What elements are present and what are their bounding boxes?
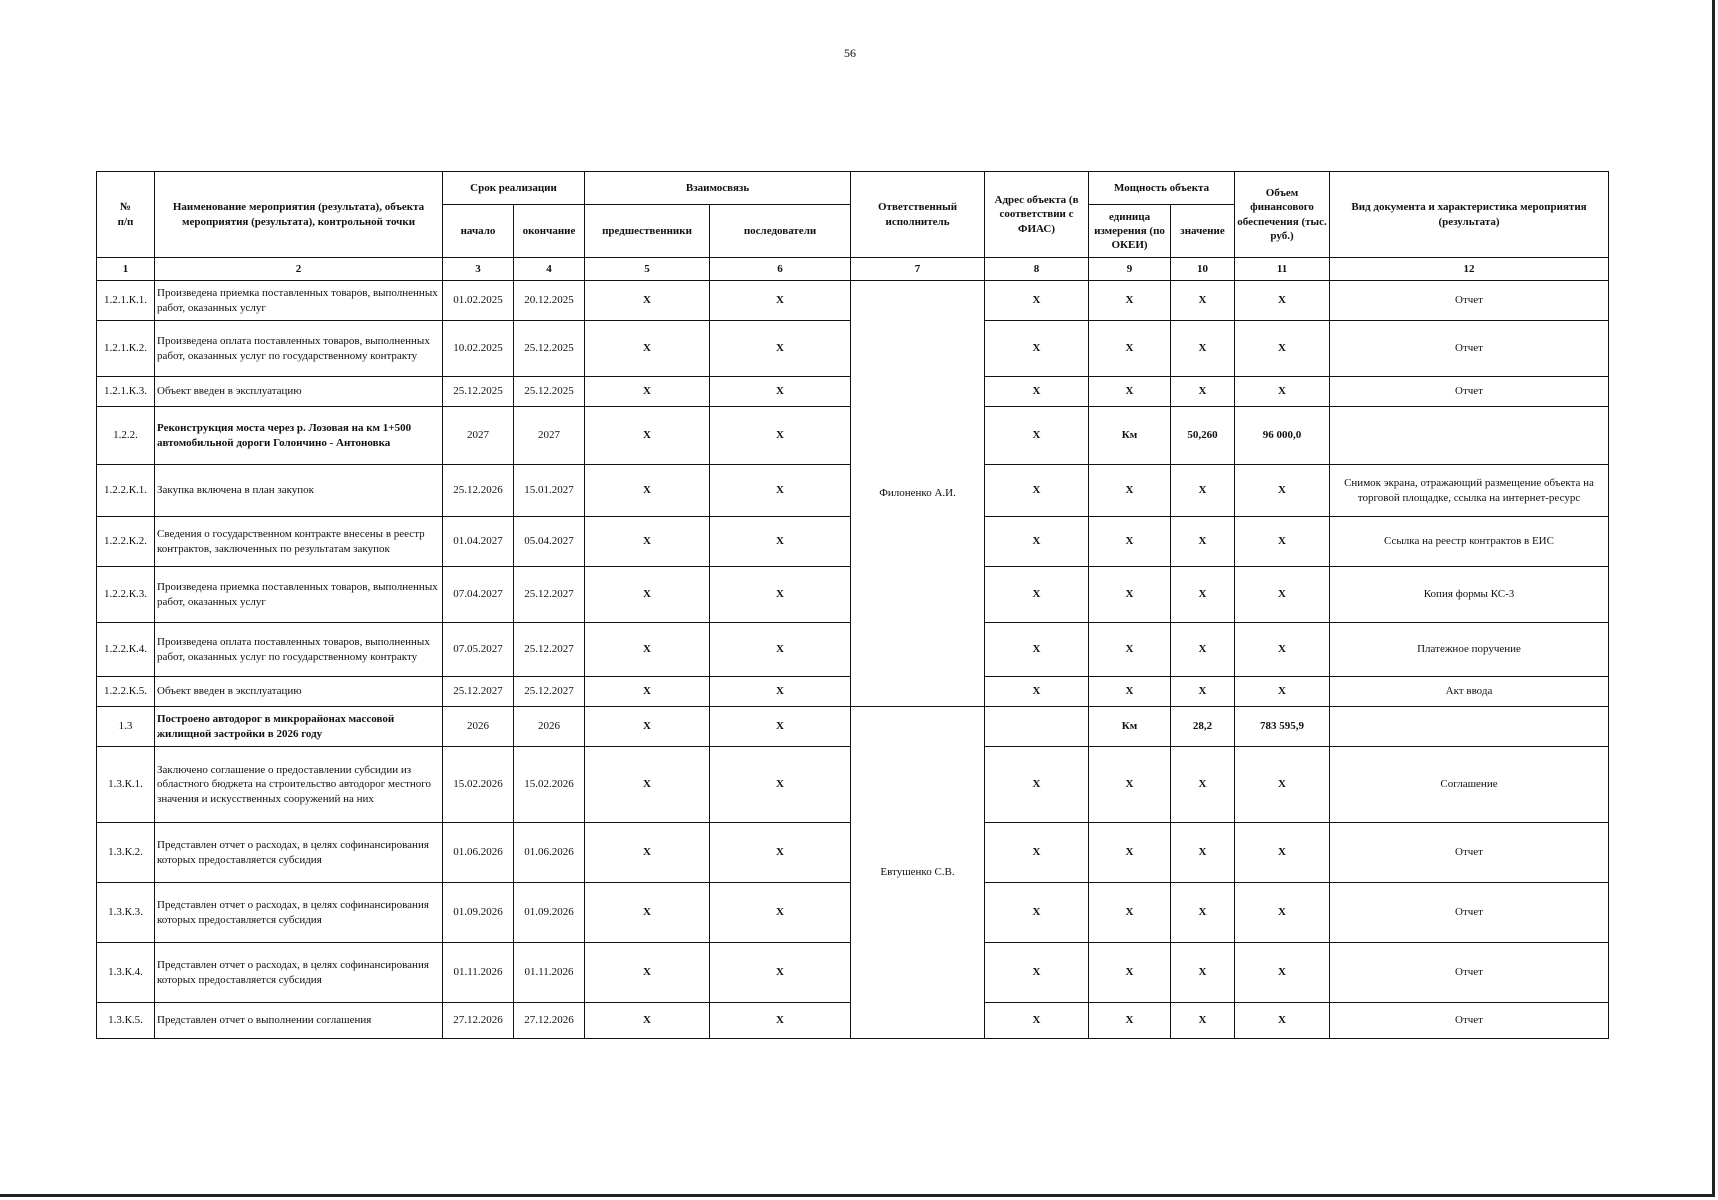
row-unit: X: [1089, 1003, 1171, 1039]
row-number: 1.2.1.К.3.: [97, 377, 155, 407]
row-name: Реконструкция моста через р. Лозовая на км 1+500 автомобильной дороги Голончино - Антоновка: [155, 407, 443, 465]
column-number: 9: [1089, 258, 1171, 281]
header-successors: последователи: [710, 205, 851, 258]
row-predecessors: X: [585, 517, 710, 567]
row-value: 50,260: [1171, 407, 1235, 465]
table-row: [97, 707, 1609, 747]
row-number: 1.2.1.К.1.: [97, 281, 155, 321]
row-predecessors: X: [585, 377, 710, 407]
row-unit: X: [1089, 281, 1171, 321]
header-num: № п/п: [97, 172, 155, 258]
row-end-date: 25.12.2027: [514, 567, 585, 623]
row-number: 1.3.К.2.: [97, 823, 155, 883]
row-value: X: [1171, 1003, 1235, 1039]
row-successors: X: [710, 883, 851, 943]
table-header: [97, 172, 1609, 281]
row-name: Произведена приемка поставленных товаров, выполненных работ, оказанных услуг: [155, 281, 443, 321]
row-document: Акт ввода: [1330, 677, 1609, 707]
header-end: окончание: [514, 205, 585, 258]
column-number: 8: [985, 258, 1089, 281]
row-number: 1.3: [97, 707, 155, 747]
row-name: Сведения о государственном контракте внесены в реестр контрактов, заключенных по результатам закупок: [155, 517, 443, 567]
row-name: Представлен отчет о расходах, в целях софинансирования которых предоставляется субсидия: [155, 823, 443, 883]
row-unit: X: [1089, 883, 1171, 943]
column-number-row: [97, 258, 1609, 281]
row-predecessors: X: [585, 281, 710, 321]
column-number: 7: [851, 258, 985, 281]
table-body: [97, 281, 1609, 1039]
row-unit: X: [1089, 567, 1171, 623]
column-number: 5: [585, 258, 710, 281]
plan-table: [96, 171, 1609, 1039]
row-unit: X: [1089, 943, 1171, 1003]
row-volume: X: [1235, 747, 1330, 823]
row-document: Соглашение: [1330, 747, 1609, 823]
row-volume: X: [1235, 1003, 1330, 1039]
row-name: Произведена приемка поставленных товаров, выполненных работ, оказанных услуг: [155, 567, 443, 623]
row-end-date: 01.11.2026: [514, 943, 585, 1003]
row-predecessors: X: [585, 623, 710, 677]
row-successors: X: [710, 623, 851, 677]
row-address: X: [985, 321, 1089, 377]
row-unit: X: [1089, 465, 1171, 517]
row-start-date: 07.05.2027: [443, 623, 514, 677]
row-start-date: 01.09.2026: [443, 883, 514, 943]
table-row: [97, 281, 1609, 321]
row-number: 1.3.К.1.: [97, 747, 155, 823]
row-name: Представлен отчет о выполнении соглашения: [155, 1003, 443, 1039]
row-start-date: 25.12.2025: [443, 377, 514, 407]
row-unit: X: [1089, 677, 1171, 707]
header-predecessors: предшественники: [585, 205, 710, 258]
row-name: Произведена оплата поставленных товаров, выполненных работ, оказанных услуг по государственному контракту: [155, 321, 443, 377]
row-start-date: 25.12.2027: [443, 677, 514, 707]
row-unit: X: [1089, 517, 1171, 567]
row-volume: X: [1235, 883, 1330, 943]
row-value: X: [1171, 281, 1235, 321]
row-name: Представлен отчет о расходах, в целях софинансирования которых предоставляется субсидия: [155, 883, 443, 943]
row-value: X: [1171, 747, 1235, 823]
row-value: X: [1171, 943, 1235, 1003]
row-successors: X: [710, 823, 851, 883]
row-address: X: [985, 465, 1089, 517]
row-name: Закупка включена в план закупок: [155, 465, 443, 517]
row-start-date: 01.06.2026: [443, 823, 514, 883]
row-end-date: 15.02.2026: [514, 747, 585, 823]
row-volume: X: [1235, 465, 1330, 517]
header-power: Мощность объекта: [1089, 172, 1235, 205]
row-address: X: [985, 943, 1089, 1003]
row-successors: X: [710, 465, 851, 517]
row-start-date: 07.04.2027: [443, 567, 514, 623]
row-end-date: 2026: [514, 707, 585, 747]
row-end-date: 25.12.2025: [514, 377, 585, 407]
header-start: начало: [443, 205, 514, 258]
row-address: X: [985, 747, 1089, 823]
row-successors: X: [710, 407, 851, 465]
row-document: Отчет: [1330, 823, 1609, 883]
row-document: Ссылка на реестр контрактов в ЕИС: [1330, 517, 1609, 567]
row-document: Отчет: [1330, 943, 1609, 1003]
row-address: X: [985, 883, 1089, 943]
row-end-date: 05.04.2027: [514, 517, 585, 567]
row-volume: 783 595,9: [1235, 707, 1330, 747]
column-number: 2: [155, 258, 443, 281]
row-number: 1.2.2.К.3.: [97, 567, 155, 623]
row-name: Представлен отчет о расходах, в целях софинансирования которых предоставляется субсидия: [155, 943, 443, 1003]
row-number: 1.2.2.К.2.: [97, 517, 155, 567]
row-predecessors: X: [585, 1003, 710, 1039]
row-number: 1.2.1.К.2.: [97, 321, 155, 377]
row-responsible: Евтушенко С.В.: [851, 707, 985, 1039]
row-start-date: 01.04.2027: [443, 517, 514, 567]
row-responsible: Филоненко А.И.: [851, 281, 985, 707]
row-predecessors: X: [585, 883, 710, 943]
header-value: значение: [1171, 205, 1235, 258]
row-name: Объект введен в эксплуатацию: [155, 677, 443, 707]
row-number: 1.2.2.К.4.: [97, 623, 155, 677]
row-volume: X: [1235, 943, 1330, 1003]
row-volume: X: [1235, 567, 1330, 623]
row-document: Отчет: [1330, 1003, 1609, 1039]
column-number: 3: [443, 258, 514, 281]
row-name: Произведена оплата поставленных товаров, выполненных работ, оказанных услуг по государственному контракту: [155, 623, 443, 677]
column-number: 10: [1171, 258, 1235, 281]
row-name: Объект введен в эксплуатацию: [155, 377, 443, 407]
row-start-date: 01.11.2026: [443, 943, 514, 1003]
row-successors: X: [710, 1003, 851, 1039]
row-value: X: [1171, 465, 1235, 517]
row-end-date: 2027: [514, 407, 585, 465]
row-unit: X: [1089, 377, 1171, 407]
header-address: Адрес объекта (в соответствии с ФИАС): [985, 172, 1089, 258]
header-name: Наименование мероприятия (результата), объекта мероприятия (результата), контрольной точки: [155, 172, 443, 258]
row-number: 1.3.К.3.: [97, 883, 155, 943]
row-predecessors: X: [585, 747, 710, 823]
row-address: X: [985, 407, 1089, 465]
row-document: [1330, 407, 1609, 465]
row-successors: X: [710, 707, 851, 747]
row-successors: X: [710, 677, 851, 707]
row-predecessors: X: [585, 943, 710, 1003]
row-end-date: 01.09.2026: [514, 883, 585, 943]
row-value: X: [1171, 377, 1235, 407]
row-unit: X: [1089, 623, 1171, 677]
row-successors: X: [710, 377, 851, 407]
row-name: Заключено соглашение о предоставлении субсидии из областного бюджета на строительство автодорог местного значения и искусственных сооружений на них: [155, 747, 443, 823]
row-document: [1330, 707, 1609, 747]
row-start-date: 27.12.2026: [443, 1003, 514, 1039]
row-address: X: [985, 377, 1089, 407]
header-responsible: Ответственный исполнитель: [851, 172, 985, 258]
row-successors: X: [710, 943, 851, 1003]
column-number: 12: [1330, 258, 1609, 281]
row-document: Отчет: [1330, 377, 1609, 407]
row-predecessors: X: [585, 707, 710, 747]
row-number: 1.3.К.4.: [97, 943, 155, 1003]
header-term: Срок реализации: [443, 172, 585, 205]
row-volume: 96 000,0: [1235, 407, 1330, 465]
row-start-date: 25.12.2026: [443, 465, 514, 517]
row-document: Снимок экрана, отражающий размещение объекта на торговой площадке, ссылка на интернет-ресурс: [1330, 465, 1609, 517]
column-number: 6: [710, 258, 851, 281]
row-successors: X: [710, 747, 851, 823]
row-volume: X: [1235, 677, 1330, 707]
row-address: X: [985, 823, 1089, 883]
row-address: X: [985, 281, 1089, 321]
row-volume: X: [1235, 281, 1330, 321]
row-document: Платежное поручение: [1330, 623, 1609, 677]
page-number: 56: [844, 46, 856, 60]
row-volume: X: [1235, 623, 1330, 677]
column-number: 11: [1235, 258, 1330, 281]
row-value: X: [1171, 517, 1235, 567]
header-volume: Объем финансового обеспечения (тыс. руб.): [1235, 172, 1330, 258]
row-start-date: 15.02.2026: [443, 747, 514, 823]
row-number: 1.2.2.К.5.: [97, 677, 155, 707]
row-unit: Км: [1089, 707, 1171, 747]
row-predecessors: X: [585, 407, 710, 465]
row-volume: X: [1235, 517, 1330, 567]
row-start-date: 2027: [443, 407, 514, 465]
row-predecessors: X: [585, 677, 710, 707]
row-address: X: [985, 677, 1089, 707]
row-value: X: [1171, 823, 1235, 883]
row-end-date: 01.06.2026: [514, 823, 585, 883]
row-end-date: 15.01.2027: [514, 465, 585, 517]
row-unit: X: [1089, 747, 1171, 823]
row-volume: X: [1235, 321, 1330, 377]
row-predecessors: X: [585, 567, 710, 623]
row-end-date: 20.12.2025: [514, 281, 585, 321]
row-document: Копия формы КС-3: [1330, 567, 1609, 623]
row-document: Отчет: [1330, 281, 1609, 321]
column-number: 1: [97, 258, 155, 281]
row-start-date: 2026: [443, 707, 514, 747]
row-address: X: [985, 517, 1089, 567]
row-predecessors: X: [585, 823, 710, 883]
row-address: [985, 707, 1089, 747]
row-unit: X: [1089, 823, 1171, 883]
row-successors: X: [710, 567, 851, 623]
row-number: 1.2.2.К.1.: [97, 465, 155, 517]
row-number: 1.3.К.5.: [97, 1003, 155, 1039]
row-end-date: 27.12.2026: [514, 1003, 585, 1039]
row-value: X: [1171, 321, 1235, 377]
row-unit: Км: [1089, 407, 1171, 465]
row-volume: X: [1235, 823, 1330, 883]
row-value: X: [1171, 677, 1235, 707]
row-end-date: 25.12.2025: [514, 321, 585, 377]
row-name: Построено автодорог в микрорайонах массовой жилищной застройки в 2026 году: [155, 707, 443, 747]
row-number: 1.2.2.: [97, 407, 155, 465]
row-end-date: 25.12.2027: [514, 677, 585, 707]
header-document: Вид документа и характеристика мероприятия (результата): [1330, 172, 1609, 258]
row-value: X: [1171, 567, 1235, 623]
header-unit: единица измерения (по ОКЕИ): [1089, 205, 1171, 258]
row-volume: X: [1235, 377, 1330, 407]
row-successors: X: [710, 321, 851, 377]
row-address: X: [985, 623, 1089, 677]
column-number: 4: [514, 258, 585, 281]
row-document: Отчет: [1330, 321, 1609, 377]
row-successors: X: [710, 517, 851, 567]
row-document: Отчет: [1330, 883, 1609, 943]
row-value: 28,2: [1171, 707, 1235, 747]
row-address: X: [985, 1003, 1089, 1039]
row-start-date: 01.02.2025: [443, 281, 514, 321]
row-predecessors: X: [585, 465, 710, 517]
row-address: X: [985, 567, 1089, 623]
row-start-date: 10.02.2025: [443, 321, 514, 377]
row-value: X: [1171, 883, 1235, 943]
row-value: X: [1171, 623, 1235, 677]
row-end-date: 25.12.2027: [514, 623, 585, 677]
row-predecessors: X: [585, 321, 710, 377]
row-successors: X: [710, 281, 851, 321]
header-link: Взаимосвязь: [585, 172, 851, 205]
row-unit: X: [1089, 321, 1171, 377]
